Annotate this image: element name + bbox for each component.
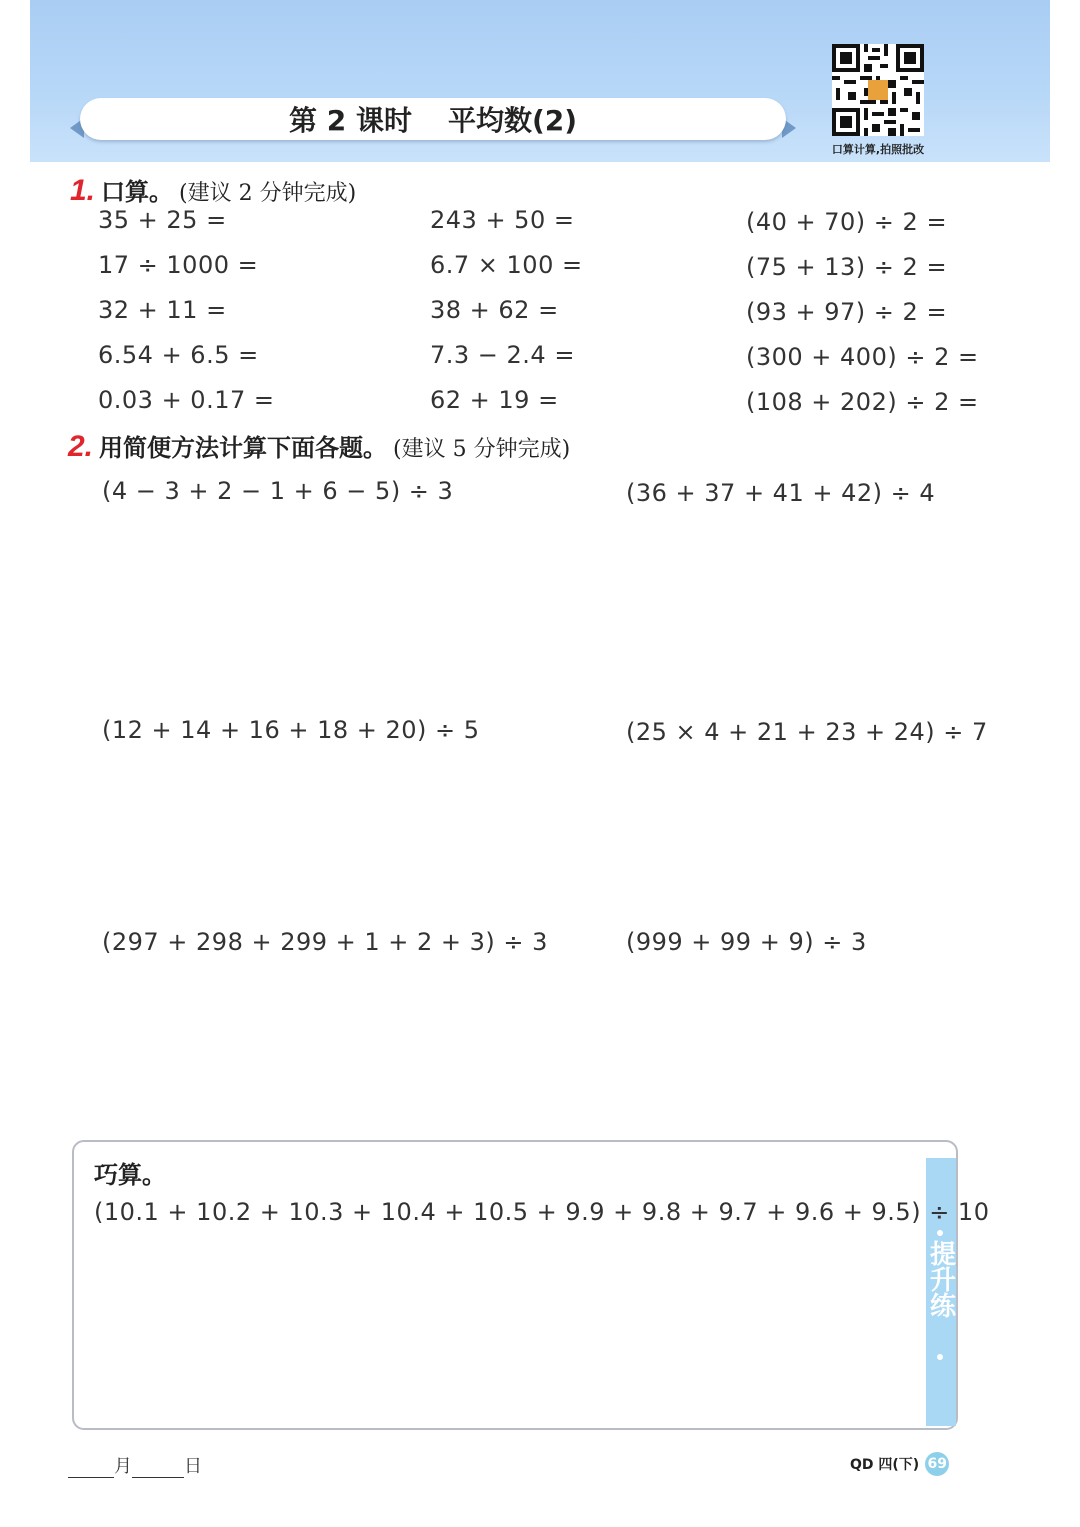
oral-calc-item: (108 + 202) ÷ 2 = bbox=[746, 388, 979, 416]
question-2-title: 用简便方法计算下面各题。 bbox=[99, 434, 388, 462]
oral-calc-item: (75 + 13) ÷ 2 = bbox=[746, 253, 948, 281]
page-number: 69 bbox=[925, 1452, 949, 1476]
lesson-label: 第 2 课时 bbox=[288, 104, 412, 137]
question-1-number: 1. bbox=[70, 174, 96, 207]
question-2-number: 2. bbox=[68, 430, 94, 463]
date-field bbox=[68, 1452, 202, 1478]
day-blank[interactable] bbox=[132, 1457, 184, 1478]
oral-calc-item: 6.54 + 6.5 = bbox=[98, 341, 259, 369]
oral-calc-item: 62 + 19 = bbox=[430, 386, 559, 414]
question-2-hint: (建议 5 分钟完成) bbox=[393, 437, 571, 462]
topic-label: 平均数(2) bbox=[447, 104, 578, 137]
qr-caption: 口算计算,拍照批改 bbox=[831, 143, 925, 156]
book-code: QD 四(下) bbox=[850, 1457, 920, 1473]
simplify-problem: (4 − 3 + 2 − 1 + 6 − 5) ÷ 3 bbox=[102, 477, 454, 505]
simplify-problem: (297 + 298 + 299 + 1 + 2 + 3) ÷ 3 bbox=[102, 928, 548, 956]
question-1-heading bbox=[70, 172, 356, 208]
oral-calc-item: (40 + 70) ÷ 2 = bbox=[746, 208, 948, 236]
month-blank[interactable] bbox=[68, 1457, 114, 1478]
day-label: 日 bbox=[184, 1456, 202, 1477]
oral-calc-item: 0.03 + 0.17 = bbox=[98, 386, 275, 414]
challenge-title: 巧算。 bbox=[94, 1161, 166, 1189]
oral-calc-item: 7.3 − 2.4 = bbox=[430, 341, 575, 369]
question-1-hint: (建议 2 分钟完成) bbox=[179, 181, 357, 206]
page-title bbox=[80, 98, 786, 140]
simplify-problem: (12 + 14 + 16 + 18 + 20) ÷ 5 bbox=[102, 716, 480, 744]
simplify-problem: (36 + 37 + 41 + 42) ÷ 4 bbox=[626, 479, 936, 507]
oral-calc-item: 38 + 62 = bbox=[430, 296, 559, 324]
challenge-expression: (10.1 + 10.2 + 10.3 + 10.4 + 10.5 + 9.9 + 9.8 + 9.7 + 9.6 + 9.5) ÷ 10 bbox=[94, 1198, 990, 1226]
oral-calc-item: (93 + 97) ÷ 2 = bbox=[746, 298, 948, 326]
oral-calc-item: 17 ÷ 1000 = bbox=[98, 251, 259, 279]
page-footer bbox=[850, 1452, 949, 1476]
oral-calc-item: 243 + 50 = bbox=[430, 206, 575, 234]
challenge-box bbox=[72, 1140, 958, 1430]
side-tab-dot bbox=[937, 1354, 943, 1360]
oral-calc-item: 32 + 11 = bbox=[98, 296, 227, 324]
question-1-title: 口算。 bbox=[101, 178, 174, 206]
simplify-problem: (25 × 4 + 21 + 23 + 24) ÷ 7 bbox=[626, 718, 988, 746]
challenge-side-label: 提升练 bbox=[925, 1240, 956, 1318]
oral-calc-item: 35 + 25 = bbox=[98, 206, 227, 234]
side-tab-dot bbox=[937, 1230, 943, 1236]
oral-calc-item: (300 + 400) ÷ 2 = bbox=[746, 343, 979, 371]
question-2-heading bbox=[68, 428, 570, 464]
simplify-problem: (999 + 99 + 9) ÷ 3 bbox=[626, 928, 867, 956]
month-label: 月 bbox=[114, 1456, 132, 1477]
qr-code-icon[interactable] bbox=[832, 44, 924, 136]
oral-calc-item: 6.7 × 100 = bbox=[430, 251, 583, 279]
